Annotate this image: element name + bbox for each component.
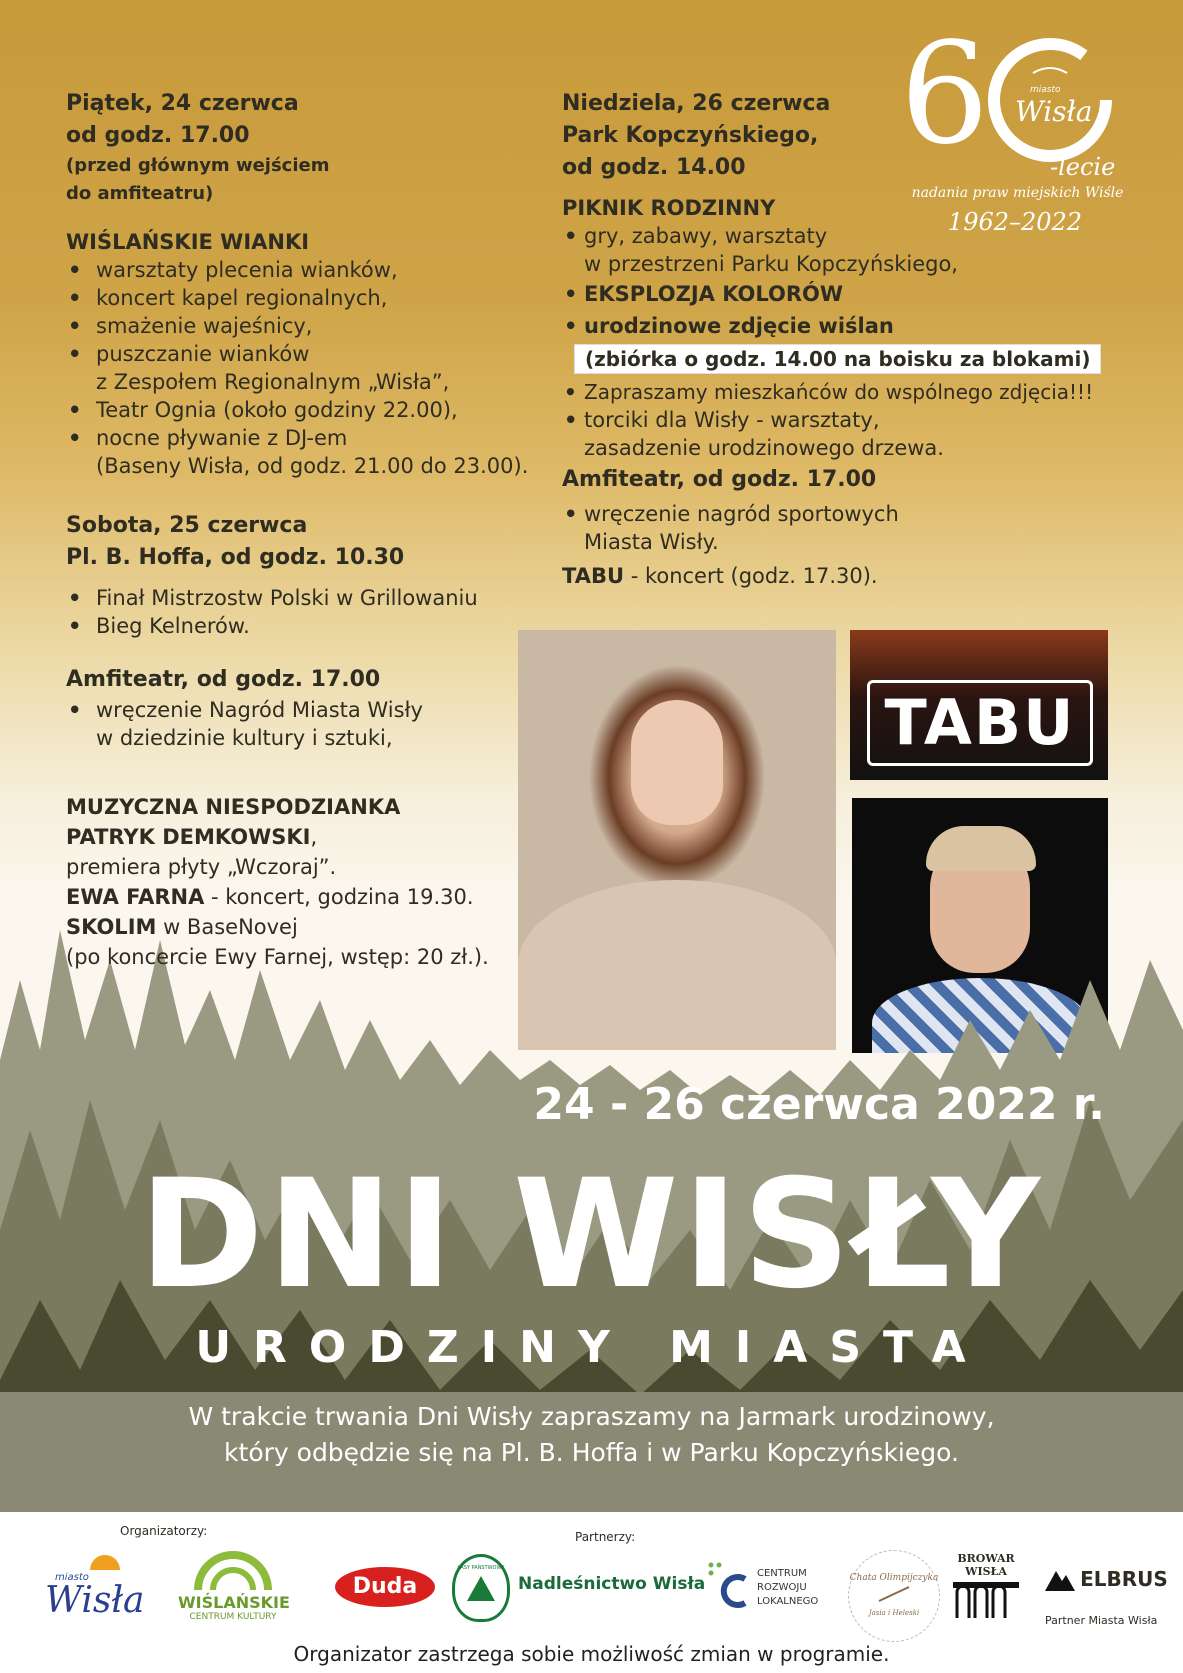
wck-line-2: CENTRUM KULTURY — [189, 1612, 277, 1622]
jarmark-line-2: który odbędzie się na Pl. B. Hoffa i w Parku Kopczyńskiego. — [224, 1438, 959, 1467]
lasy-panstwowe-logo — [452, 1554, 510, 1622]
saturday-list — [66, 584, 536, 640]
disclaimer: Organizator zastrzega sobie możliwość zmian w programie. — [293, 1642, 890, 1666]
list-item: • Teatr Ognia (około godziny 22.00), — [66, 396, 536, 424]
friday-place-1: (przed głównym wejściem — [66, 155, 330, 176]
duda-logo: Duda — [335, 1567, 435, 1607]
friday-day: Piątek, 24 czerwca — [66, 91, 299, 116]
elbrus-logo — [1045, 1567, 1175, 1591]
patryk-line — [66, 822, 536, 852]
tabu-name: TABU — [562, 564, 625, 588]
crl-logo — [705, 1554, 835, 1624]
skolim-name: SKOLIM — [66, 915, 157, 939]
lasy-label: LASY PAŃSTWOWE — [457, 1565, 505, 1571]
highlight-box — [574, 344, 1162, 374]
friday-time: od godz. 17.00 — [66, 123, 250, 148]
patryk-line-2: premiera płyty „Wczoraj”. — [66, 855, 337, 879]
main-title: DNI WISŁY — [139, 1148, 1044, 1322]
friday-section — [66, 88, 536, 480]
skolim-rest: w BaseNovej — [156, 915, 298, 939]
partners-label: Partnerzy: — [575, 1530, 636, 1544]
org-wisla-small: miasto — [55, 1572, 89, 1583]
list-item — [66, 424, 536, 480]
list-item — [66, 340, 536, 396]
wck-line-1: WIŚLAŃSKIE — [178, 1593, 290, 1612]
list-item: • Bieg Kelnerów. — [66, 612, 536, 640]
list-item — [562, 222, 1162, 278]
list-item-cont: w przestrzeni Parku Kopczyńskiego, — [584, 252, 958, 276]
list-item-cont: z Zespołem Regionalnym „Wisła”, — [96, 370, 450, 394]
list-item-cont: zasadzenie urodzinowego drzewa. — [584, 436, 944, 460]
list-item — [66, 696, 536, 752]
list-item: • smażenie wajeśnicy, — [66, 312, 536, 340]
tabu-rest: - koncert (godz. 17.30). — [624, 564, 878, 588]
tabu-photo — [850, 630, 1108, 780]
tabu-line — [562, 562, 1162, 590]
sunday-amf-title: Amfiteatr, od godz. 17.00 — [562, 467, 877, 492]
highlight-text: (zbiórka o godz. 14.00 na boisku za blokami) — [574, 344, 1101, 374]
list-item — [562, 406, 1162, 462]
list-item-text: wręczenie Nagród Miasta Wisły — [96, 698, 423, 722]
logo-name: Wisła — [1015, 95, 1093, 128]
chata-olimpijczyka-logo — [848, 1550, 940, 1642]
sunday-time: od godz. 14.00 — [562, 155, 746, 180]
logo-suffix: -lecie — [1050, 153, 1116, 181]
saturday-place: Pl. B. Hoffa, od godz. 10.30 — [66, 545, 405, 570]
logo-years: 1962–2022 — [947, 208, 1083, 236]
list-item-cont: w dziedzinie kultury i sztuki, — [96, 726, 393, 750]
org-wck-logo — [178, 1550, 288, 1640]
music-title: MUZYCZNA NIESPODZIANKA — [66, 795, 401, 819]
sunday-section — [562, 88, 1162, 590]
hair-shape — [926, 826, 1036, 871]
event-dates: 24 - 26 czerwca 2022 r. — [533, 1079, 1105, 1130]
saturday-day: Sobota, 25 czerwca — [66, 513, 308, 538]
sunday-list-2 — [562, 378, 1162, 462]
logo-six: 6 — [900, 13, 990, 176]
tabu-logo: TABU — [867, 680, 1093, 766]
list-item: • Finał Mistrzostw Polski w Grillowaniu — [66, 584, 536, 612]
sunday-day: Niedziela, 26 czerwca — [562, 91, 831, 116]
list-item: • EKSPLOZJA KOLORÓW — [562, 278, 1162, 310]
sunday-list — [562, 222, 1162, 342]
mountain-icon — [1045, 1567, 1075, 1591]
list-item-text: puszczanie wianków — [96, 342, 310, 366]
crl-line-2: ROZWOJU — [757, 1582, 807, 1593]
jarmark-band — [0, 1392, 1183, 1512]
sunday-place: Park Kopczyńskiego, — [562, 123, 819, 148]
ski-jumper-icon — [874, 1583, 914, 1605]
viaduct-icon — [951, 1578, 1021, 1618]
list-item — [562, 500, 1162, 556]
list-item-cont: Miasta Wisły. — [584, 530, 719, 554]
chata-line-1: Chata Olimpijczyka — [849, 1573, 939, 1583]
list-item-text: wręczenie nagród sportowych — [584, 502, 899, 526]
elbrus-name: ELBRUS — [1080, 1567, 1168, 1591]
subtitle: URODZINY MIASTA — [195, 1322, 988, 1373]
list-item: • urodzinowe zdjęcie wiślan — [562, 310, 1162, 342]
elbrus-caption: Partner Miasta Wisła — [1045, 1614, 1158, 1627]
browar-wisla-logo — [950, 1552, 1022, 1632]
browar-line-1: BROWAR — [957, 1552, 1015, 1565]
list-item: • warsztaty plecenia wianków, — [66, 256, 536, 284]
ewa-rest: - koncert, godzina 19.30. — [204, 885, 474, 909]
friday-title: WIŚLAŃSKIE WIANKI — [66, 230, 310, 254]
friday-list — [66, 256, 536, 480]
browar-line-2: WISŁA — [965, 1565, 1007, 1578]
logo-subtitle: nadania praw miejskich Wiśle — [911, 185, 1124, 201]
tree-icon — [455, 1571, 507, 1611]
nadlesnictwo-logo: Nadleśnictwo Wisła — [518, 1574, 706, 1594]
skolim-line-2: (po koncercie Ewy Farnej, wstęp: 20 zł.). — [66, 945, 489, 969]
patryk-name: PATRYK DEMKOWSKI — [66, 825, 311, 849]
list-item: • Zapraszamy mieszkańców do wspólnego zdjęcia!!! — [562, 378, 1162, 406]
crl-c-icon — [705, 1559, 755, 1614]
sunday-title: PIKNIK RODZINNY — [562, 196, 776, 220]
jarmark-line-1: W trakcie trwania Dni Wisły zapraszamy na Jarmark urodzinowy, — [188, 1402, 995, 1431]
friday-place-2: do amfiteatru) — [66, 183, 214, 204]
list-item: • koncert kapel regionalnych, — [66, 284, 536, 312]
face-shape — [631, 700, 723, 825]
org-wisla-logo — [35, 1550, 155, 1630]
org-wisla-name: Wisła — [45, 1580, 145, 1621]
crl-line-1: CENTRUM — [757, 1568, 807, 1579]
list-item-text: torciki dla Wisły - warsztaty, — [584, 408, 880, 432]
ewa-name: EWA FARNA — [66, 885, 205, 909]
saturday-amf-title: Amfiteatr, od godz. 17.00 — [66, 667, 381, 692]
wisla-sun-icon — [85, 1550, 125, 1570]
footer — [0, 1512, 1183, 1673]
crl-line-3: LOKALNEGO — [757, 1596, 819, 1607]
patryk-rest: , — [310, 825, 318, 849]
list-item-text: nocne pływanie z DJ-em — [96, 426, 348, 450]
logo-small-text: miasto — [1030, 85, 1061, 95]
wck-arch-icon — [193, 1550, 273, 1590]
organizers-label: Organizatorzy: — [120, 1524, 208, 1538]
saturday-amf-list — [66, 696, 536, 752]
chata-line-2: Jasia i Heleski — [868, 1609, 920, 1617]
list-item-cont: (Baseny Wisła, od godz. 21.00 do 23.00). — [96, 454, 529, 478]
list-item-text: gry, zabawy, warsztaty — [584, 224, 828, 248]
sunday-amf-list — [562, 500, 1162, 556]
